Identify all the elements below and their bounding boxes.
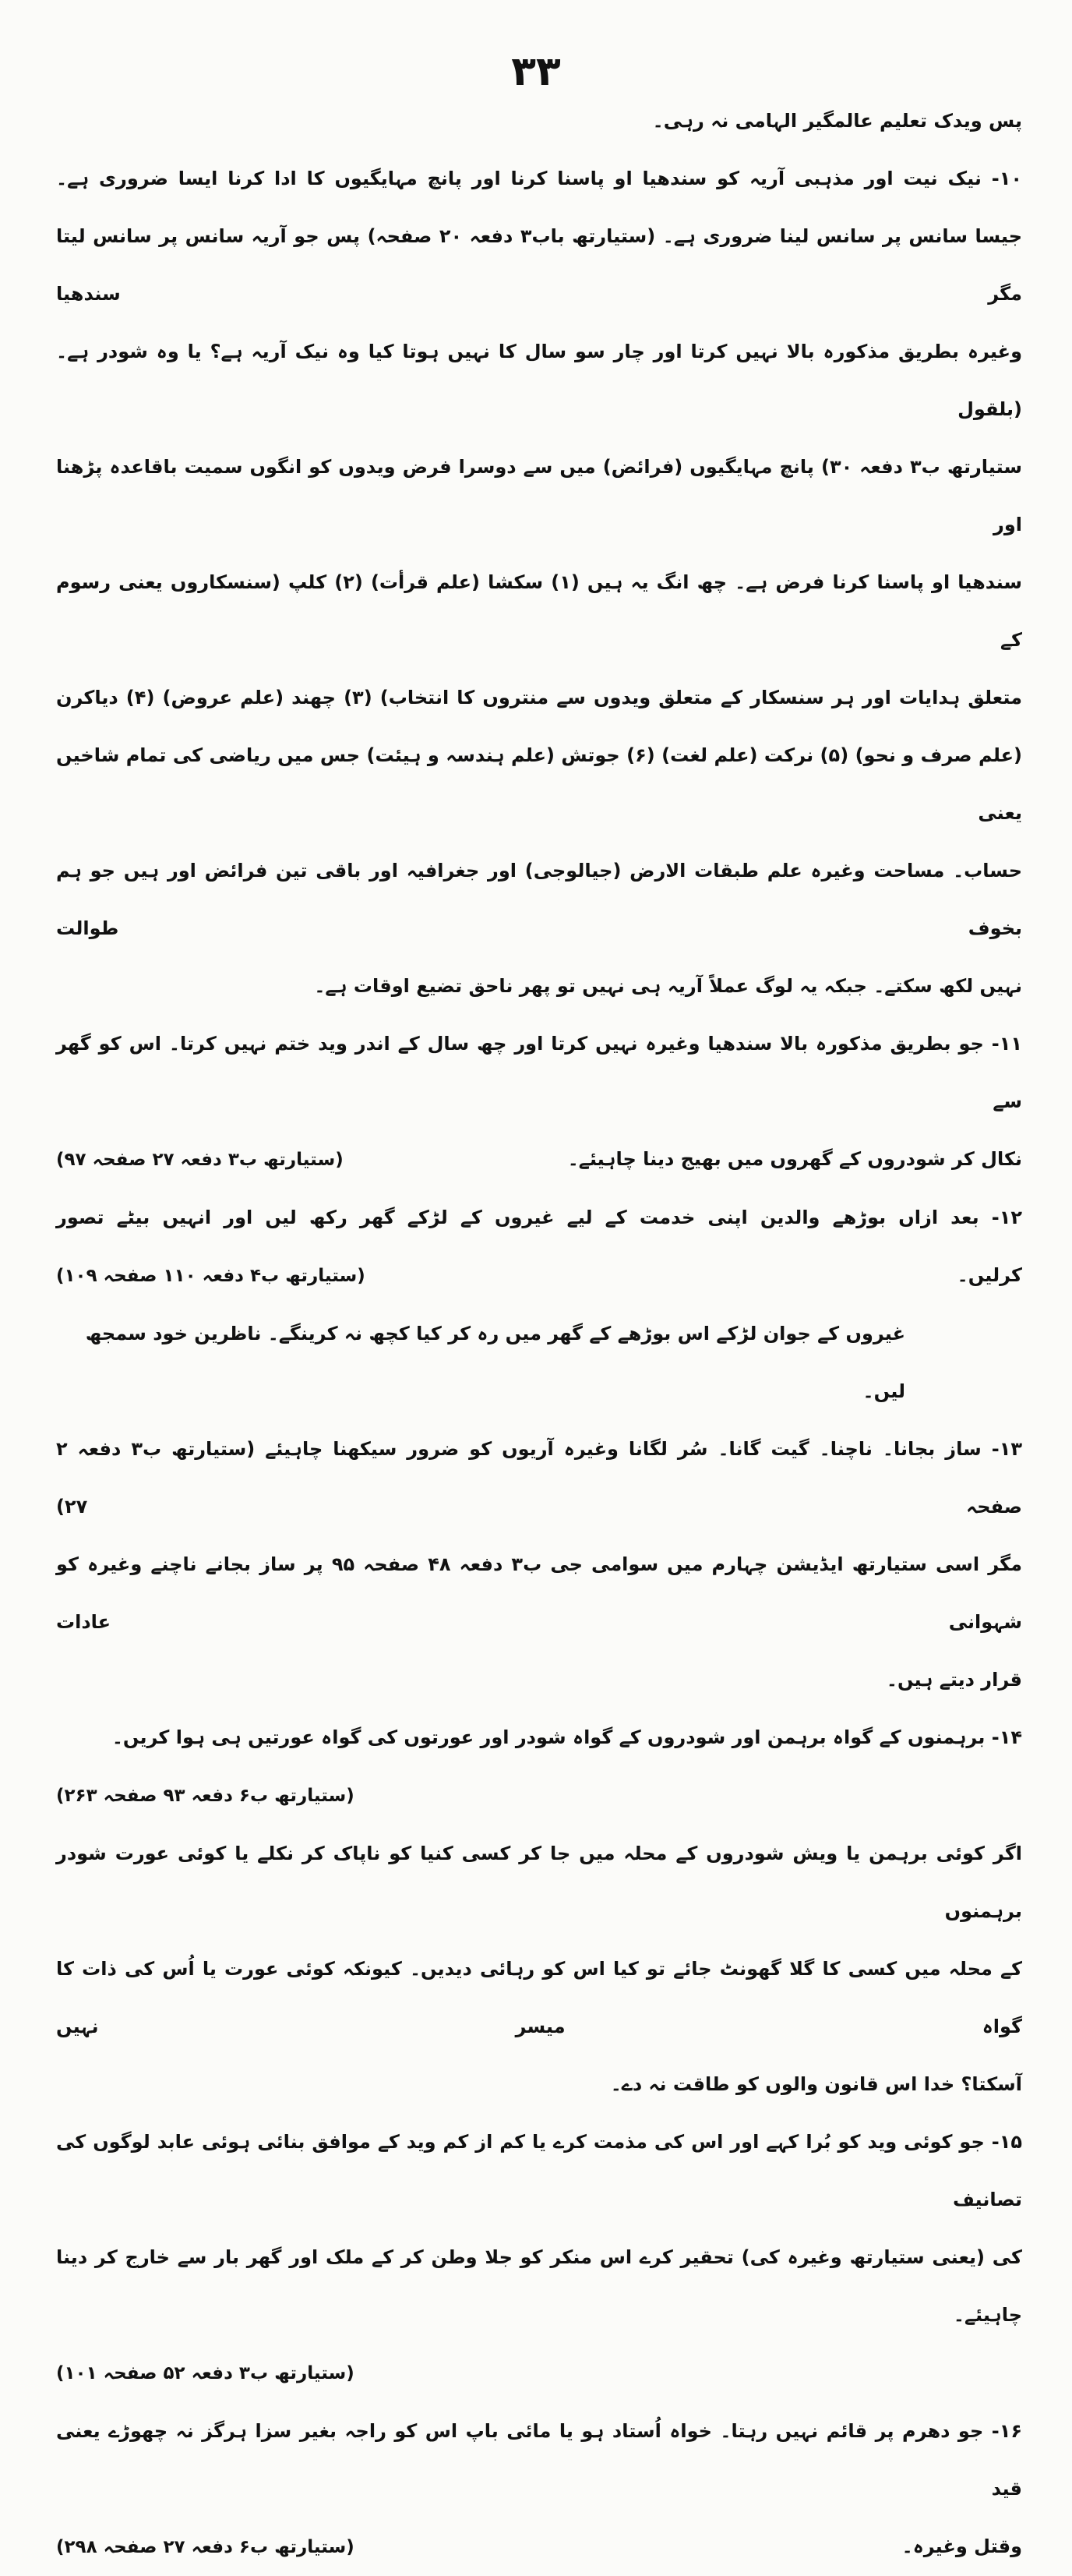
text-line: سندھیا او پاسنا کرنا فرض ہے۔ چھ انگ یہ ہیں (۱) سکشا (علم قرأت) (۲) کلپ (سنسکاروں یعنی رسوم کے [56,571,1022,651]
text-line: (علم صرف و نحو) (۵) نرکت (علم لغت) (۶) جوتش (علم ہندسہ و ہیئت) جس میں ریاضی کی تمام شاخیں یعنی [56,744,1023,824]
text-line: ۱۱- جو بطریق مذکورہ بالا سندھیا وغیرہ نہیں کرتا اور چھ سال کے اندر وید ختم نہیں کرتا۔ اس کو گھر سے [56,1033,1022,1112]
citation: (ستیارتھ ب۴ دفعہ ۱۱۰ صفحہ ۱۰۹) [56,1266,365,1286]
text-line: ۱۶- جو دھرم پر قائم نہیں رہتا۔ خواہ اُستاد ہو یا مائی باپ اس کو راجہ بغیر سزا ہرگز نہ چھوڑے یعنی قید [56,2420,1022,2500]
text-line: ۱۰- نیک نیت اور مذہبی آریہ کو سندھیا او پاسنا کرنا اور پانچ مہایگیوں کا ادا کرنا ایسا ضروری ہے۔ [56,168,1022,189]
citation: (ستیارتھ ب۶ دفعہ ۲۷ صفحہ ۲۹۸) [56,2537,354,2557]
text-line [56,2518,1022,2576]
text-line: ۱۳- ساز بجانا۔ ناچنا۔ گیت گانا۔ سُر لگانا وغیرہ آریوں کو ضرور سیکھنا چاہیئے (ستیارتھ ب۳ دفعہ ۲ صفحہ ۲۷) [56,1438,1023,1518]
citation: (ستیارتھ ب۳ دفعہ ۵۲ صفحہ ۱۰۱) [56,2363,354,2383]
text-line: کی (یعنی ستیارتھ وغیرہ کی) تحقیر کرے اس منکر کو جلا وطن کر کے ملک اور گھر بار سے خارج کر دینا چاہیئے۔ [56,2246,1022,2326]
text-line: ستیارتھ ب۳ دفعہ ۳۰) پانچ مہایگیوں (فرائض) میں سے دوسرا فرض ویدوں کو انگوں سمیت باقاعدہ پڑھنا اور [56,456,1022,535]
text-line: نہیں لکھ سکتے۔ جبکہ یہ لوگ عملاً آریہ ہی نہیں تو پھر ناحق تضیع اوقات ہے۔ [314,975,1022,997]
text-line: قرار دیتے ہیں۔ [886,1669,1022,1691]
text-line [56,1130,1022,1189]
citation-line [56,2344,1022,2402]
text-line: اگر کوئی برہمن یا ویش شودروں کے محلہ میں جا کر کسی کنیا کو ناپاک کر نکلے یا کوئی عورت شودر برہمنوں [56,1843,1022,1922]
citation-line [56,1766,1022,1825]
citation: (ستیارتھ ب۳ دفعہ ۲۷ صفحہ ۹۷) [56,1150,344,1170]
text-line: ۱۵- جو کوئی وید کو بُرا کہے اور اس کی مذمت کرے یا کم از کم وید کے موافق بنائی ہوئی عابد لوگوں کی تصانیف [56,2131,1022,2210]
text-line: جیسا سانس پر سانس لینا ضروری ہے۔ (ستیارتھ باب۳ دفعہ ۲۰ صفحہ) پس جو آریہ سانس پر سانس لیتا مگر سندھیا [56,225,1022,305]
text-line: آسکتا؟ خدا اس قانون والوں کو طاقت نہ دے۔ [610,2073,1022,2095]
text-line: حساب۔ مساحت وغیرہ علم طبقات الارض (جیالوجی) اور جغرافیہ اور باقی تین فرائض اور ہیں جو ہم بخوف طوالت [56,860,1022,939]
text-line: مگر اسی ستیارتھ ایڈیشن چہارم میں سوامی جی ب۳ دفعہ ۴۸ صفحہ ۹۵ پر ساز بجانے ناچنے وغیرہ کو شہوانی عادات [56,1553,1022,1633]
text-line: متعلق ہدایات اور ہر سنسکار کے متعلق ویدوں سے منتروں کا انتخاب) (۳) چھند (علم عروض) (۴) دیاکرن [56,687,1022,708]
page-number: ۳۳ [511,48,561,95]
text-line: وغیرہ بطریق مذکورہ بالا نہیں کرتا اور چار سو سال کا نہیں ہوتا کیا وہ نیک آریہ ہے؟ یا وہ شودر ہے۔ (بلقول [56,341,1022,420]
text-line: ۱۲- بعد ازاں بوڑھے والدین اپنی خدمت کے لیے غیروں کے لڑکے گھر رکھ لیں اور انہیں بیٹے تصور [56,1207,1022,1228]
text-line: پس ویدک تعلیم عالمگیر الہامی نہ رہی۔ [652,110,1022,132]
line-text: وقتل وغیرہ۔ [901,2535,1022,2557]
page-body [56,92,1022,2576]
line-text: نکال کر شودروں کے گھروں میں بھیج دینا چاہیئے۔ [567,1148,1022,1170]
citation: (ستیارتھ ب۶ دفعہ ۹۳ صفحہ ۲۶۳) [56,1786,354,1806]
line-text: کرلیں۔ [957,1264,1022,1286]
text-line: غیروں کے جوان لڑکے اس بوڑھے کے گھر میں رہ کر کیا کچھ نہ کرینگے۔ ناظرین خود سمجھ لیں۔ [85,1323,905,1402]
text-line [56,1246,1022,1305]
text-line: ۱۴- برہمنوں کے گواہ برہمن اور شودروں کے گواہ شودر اور عورتوں کی گواہ عورتیں ہی ہوا کریں۔ [111,1726,1022,1748]
text-line: کے محلہ میں کسی کا گلا گھونٹ جائے تو کیا اس کو رہائی دیدیں۔ کیونکہ کوئی عورت یا اُس کی ذات کا گواہ میسر نہیں [56,1958,1022,2037]
